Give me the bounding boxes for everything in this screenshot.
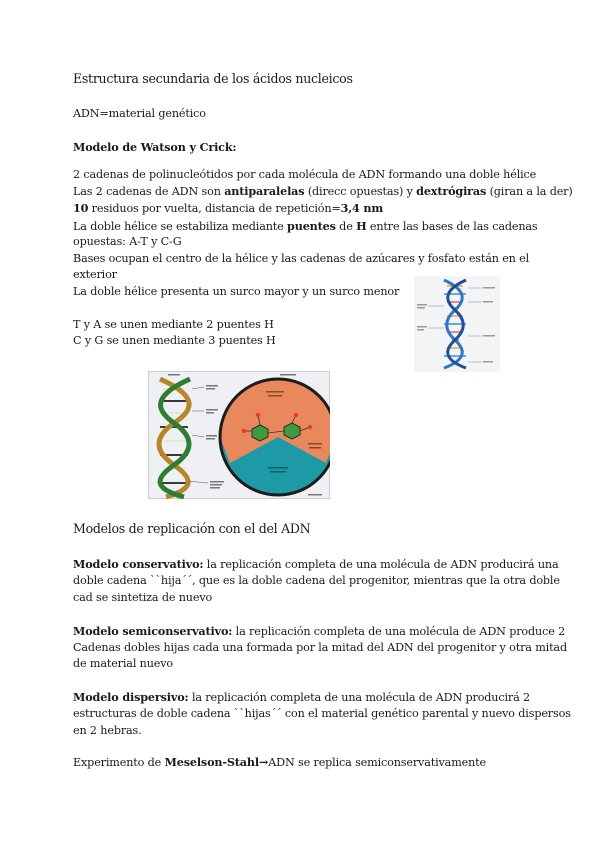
section-title-estructura: Estructura secundaria de los ácidos nucleicos — [73, 71, 353, 86]
watson-crick-heading: Modelo de Watson y Crick: — [73, 140, 237, 154]
text-line: C y G se unen mediante 3 puentes H — [73, 334, 276, 347]
arrow-right-icon: → — [259, 755, 269, 769]
text-line: Modelo semiconservativo: la replicación completa de una molécula de ADN produce 2 — [73, 624, 566, 638]
text-line: 2 cadenas de polinucleótidos por cada molécula de ADN formando una doble hélice — [73, 168, 537, 181]
text-line: Modelo dispersivo: la replicación completa de una molécula de ADN producirá 2 — [73, 690, 530, 704]
modelo-dispersivo-label: Modelo dispersivo: — [73, 690, 189, 704]
text-line: Bases ocupan el centro de la hélice y las cadenas de azúcares y fosfato están en el — [73, 252, 530, 265]
text-line: estructuras de doble cadena ``hijas´´ con el material genético parental y nuevo dispersos — [73, 707, 571, 720]
section-title-replicacion: Modelos de replicación con el del ADN — [73, 521, 311, 536]
text-line: de material nuevo — [73, 657, 174, 670]
dna-structure-figure — [148, 371, 330, 499]
text-line: La doble hélice presenta un surco mayor y un surco menor — [73, 285, 400, 298]
modelo-semiconservativo-label: Modelo semiconservativo: — [73, 624, 233, 638]
meselson-stahl-line: Experimento de Meselson-Stahl→ADN se replica semiconservativamente — [73, 755, 486, 769]
text-line: T y A se unen mediante 2 puentes H — [73, 318, 274, 331]
double-helix-figure — [414, 276, 500, 372]
text-line: 10 residuos por vuelta, distancia de repetición=3,4 nm — [73, 201, 384, 215]
text-line: exterior — [73, 268, 117, 281]
modelo-conservativo-label: Modelo conservativo: — [73, 557, 204, 571]
text-line: Cadenas dobles hijas cada una formada por la mitad del ADN del progenitor y otra mitad — [73, 641, 567, 654]
text-line: Las 2 cadenas de ADN son antiparalelas (direcc opuestas) y dextrógiras (giran a la der) — [73, 184, 573, 198]
text-line: Modelo conservativo: la replicación completa de una molécula de ADN producirá una — [73, 557, 559, 571]
text-line: cad se sintetiza de nuevo — [73, 591, 213, 604]
text-line: doble cadena ``hija´´, que es la doble cadena del progenitor, mientras que la otra doble — [73, 574, 560, 587]
text-line: La doble hélice se estabiliza mediante puentes de H entre las bases de las cadenas — [73, 219, 538, 233]
adn-definition: ADN=material genético — [73, 107, 206, 120]
text-line: opuestas: A-T y C-G — [73, 235, 182, 248]
text-line: en 2 hebras. — [73, 724, 142, 737]
